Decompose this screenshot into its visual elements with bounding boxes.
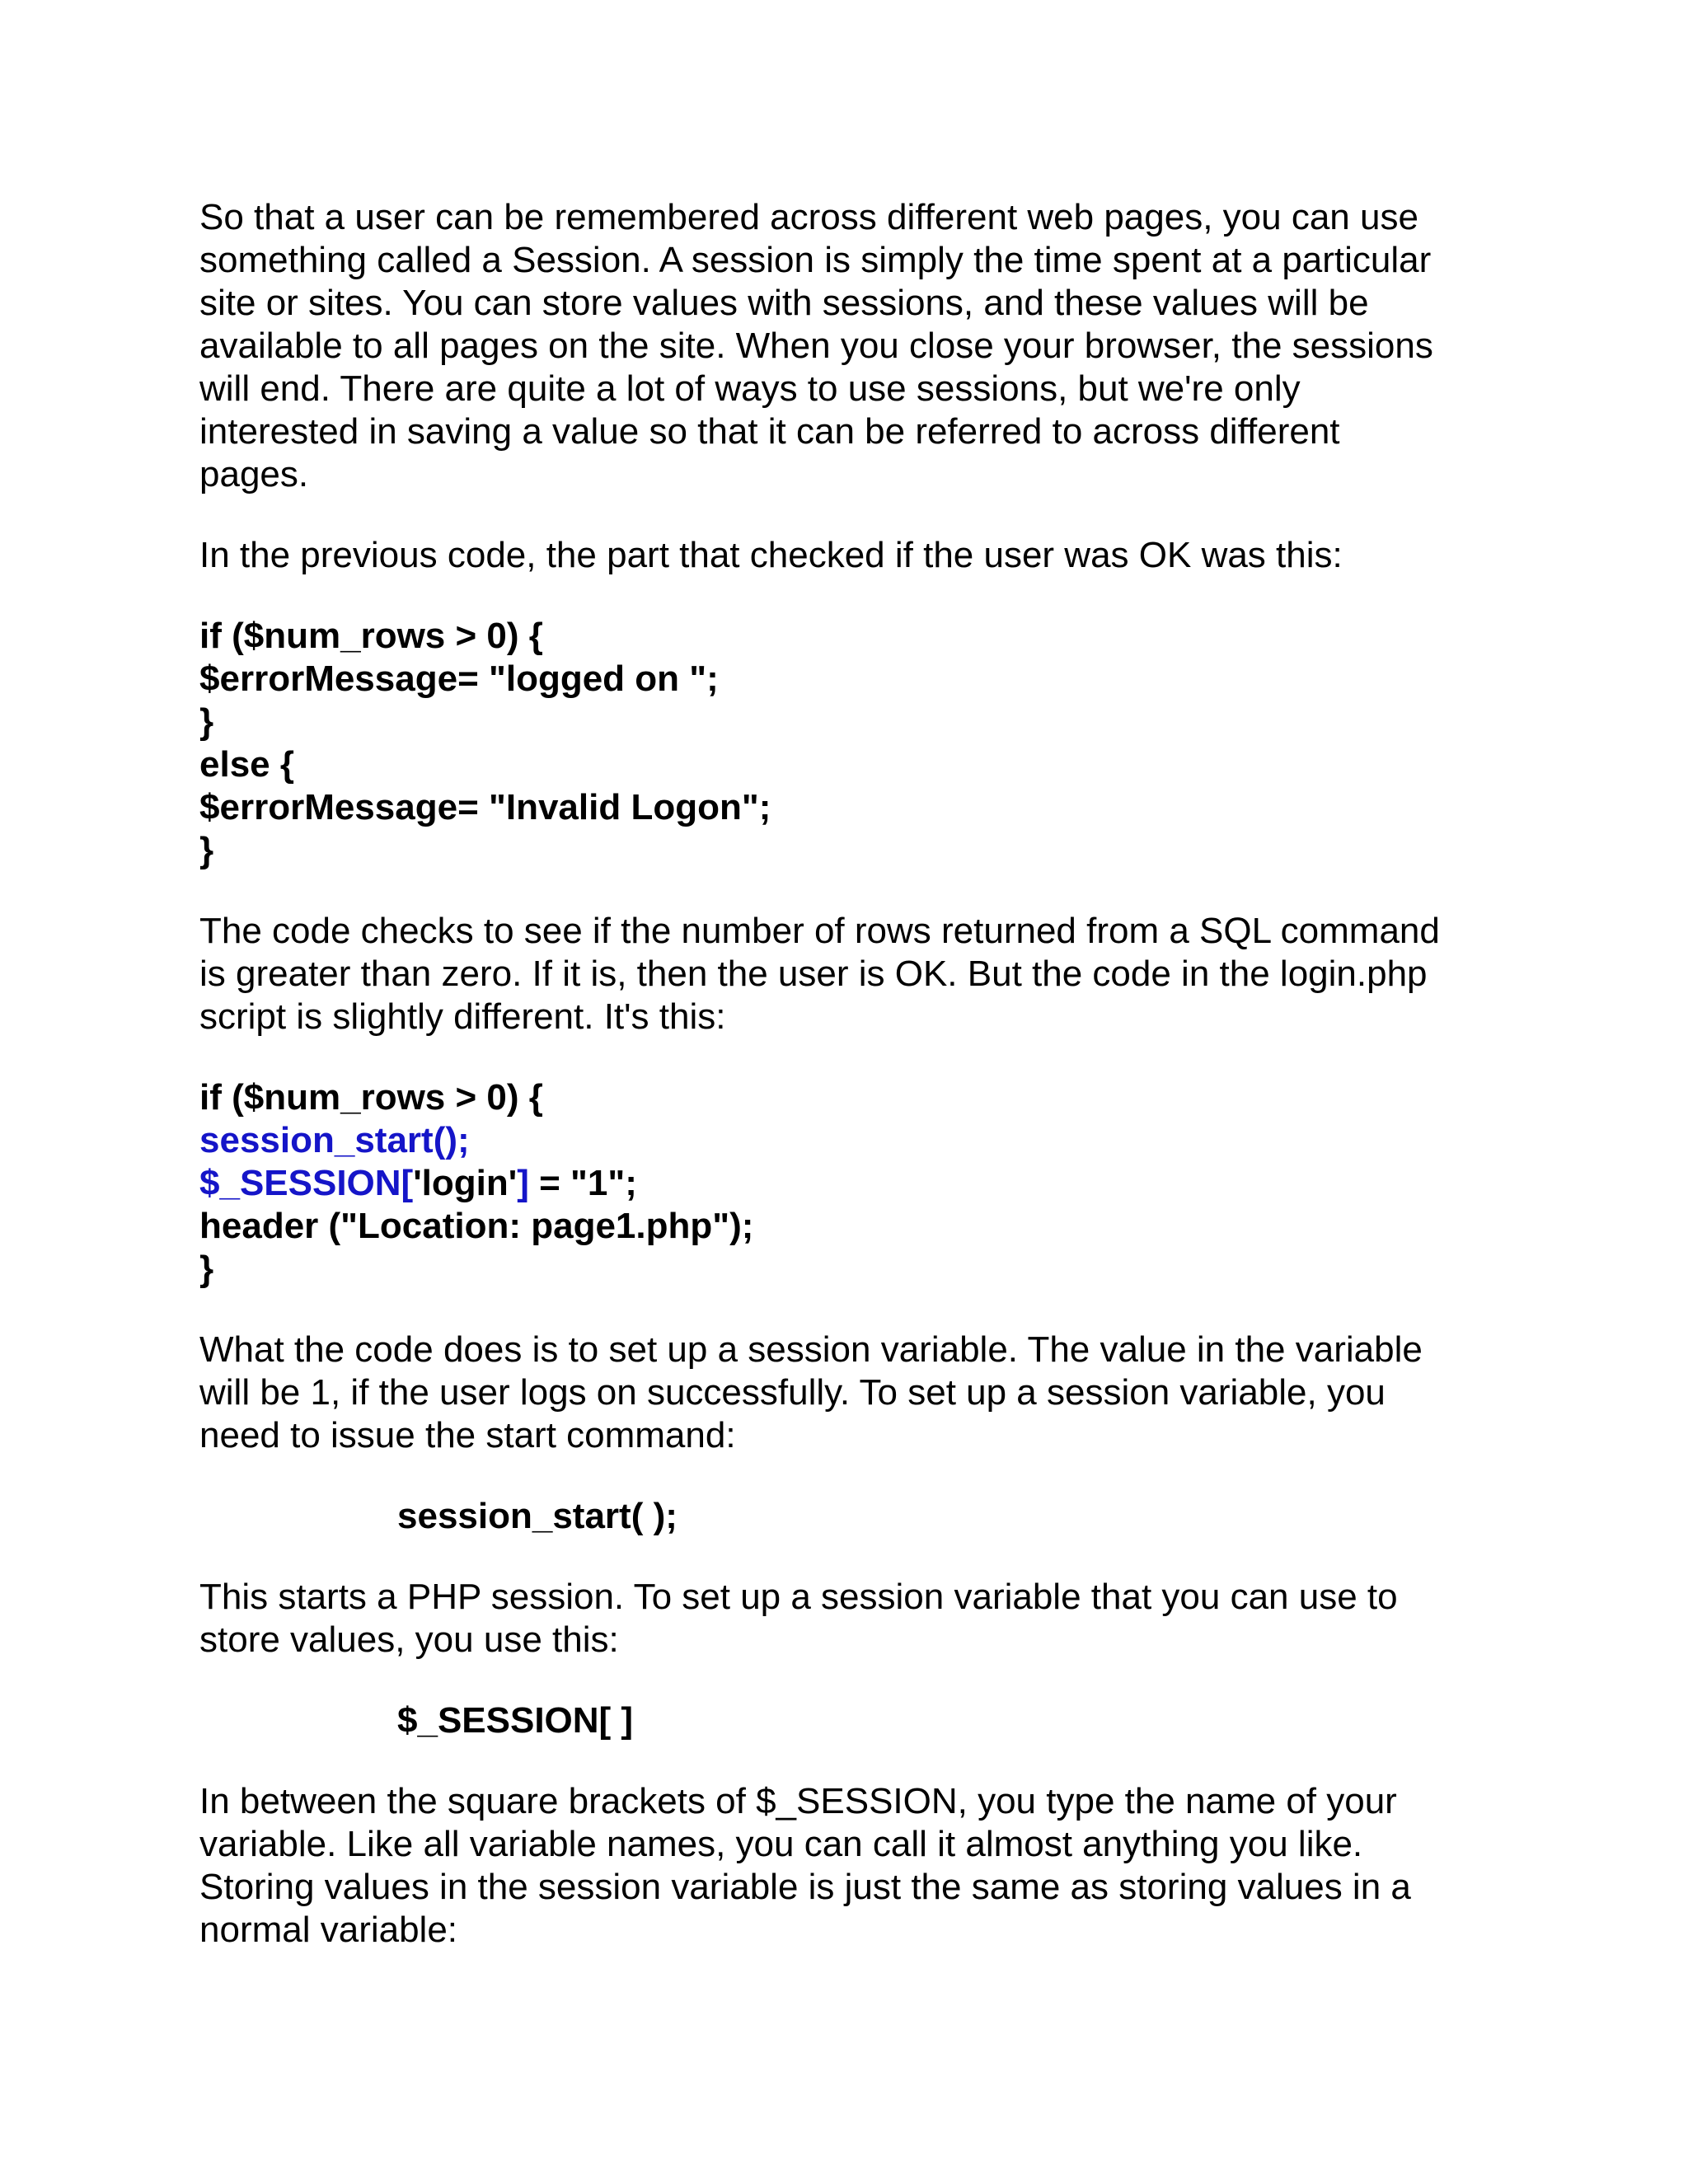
code-block-login [199, 1076, 1502, 1291]
code-line-highlighted: session_start(); [199, 1120, 470, 1160]
text-line: variable. Like all variable names, you can call it almost anything you like. [199, 1824, 1363, 1864]
text-line: will be 1, if the user logs on successfully. To set up a session variable, you [199, 1372, 1386, 1413]
code-token: = "1"; [528, 1163, 637, 1203]
code-line: else { [199, 744, 294, 785]
code-line: $errorMessage= "Invalid Logon"; [199, 787, 771, 827]
code-token-highlighted: $_SESSION[ [199, 1163, 414, 1203]
text-line: Storing values in the session variable is just the same as storing values in a [199, 1867, 1411, 1907]
code-line: $_SESSION[ ] [397, 1700, 634, 1741]
code-line: if ($num_rows > 0) { [199, 616, 543, 656]
paragraph-sessions-intro [199, 196, 1502, 496]
paragraph-previous-code [199, 534, 1502, 577]
text-line: site or sites. You can store values with sessions, and these values will be [199, 283, 1369, 323]
code-line-session-assign [199, 1162, 1502, 1205]
paragraph-square-brackets [199, 1780, 1502, 1952]
text-line: available to all pages on the site. When you close your browser, the sessions [199, 326, 1433, 366]
document-page [199, 196, 1502, 1952]
text-line: What the code does is to set up a session variable. The value in the variable [199, 1329, 1423, 1370]
code-block-previous [199, 615, 1502, 872]
paragraph-code-checks [199, 910, 1502, 1038]
code-line: session_start( ); [397, 1496, 678, 1536]
paragraph-what-code-does [199, 1329, 1502, 1457]
text-line: interested in saving a value so that it can be referred to across different [199, 411, 1340, 452]
code-line: $errorMessage= "logged on "; [199, 658, 719, 699]
code-token: 'login' [413, 1163, 518, 1203]
text-line: will end. There are quite a lot of ways to use sessions, but we're only [199, 368, 1301, 409]
code-line: } [199, 701, 214, 742]
text-line: So that a user can be remembered across different web pages, you can use [199, 197, 1418, 237]
code-line: if ($num_rows > 0) { [199, 1077, 543, 1118]
code-line: } [199, 830, 214, 870]
code-line: header ("Location: page1.php"); [199, 1206, 754, 1246]
code-snippet-session-array [199, 1699, 1502, 1742]
paragraph-php-session [199, 1576, 1502, 1661]
text-line: pages. [199, 454, 309, 494]
text-line: store values, you use this: [199, 1619, 619, 1660]
code-snippet-session-start [199, 1495, 1502, 1538]
text-line: This starts a PHP session. To set up a session variable that you can use to [199, 1577, 1398, 1617]
text-line: In between the square brackets of $_SESSION, you type the name of your [199, 1781, 1397, 1821]
text-line: need to issue the start command: [199, 1415, 736, 1455]
text-line: normal variable: [199, 1910, 458, 1950]
code-line: } [199, 1249, 214, 1289]
text-line: is greater than zero. If it is, then the user is OK. But the code in the login.php [199, 954, 1428, 994]
text-line: The code checks to see if the number of rows returned from a SQL command [199, 911, 1440, 951]
text-line: script is slightly different. It's this: [199, 996, 726, 1037]
code-token-highlighted: ] [517, 1163, 529, 1203]
text-line: In the previous code, the part that checked if the user was OK was this: [199, 535, 1343, 575]
text-line: something called a Session. A session is simply the time spent at a particular [199, 240, 1432, 280]
